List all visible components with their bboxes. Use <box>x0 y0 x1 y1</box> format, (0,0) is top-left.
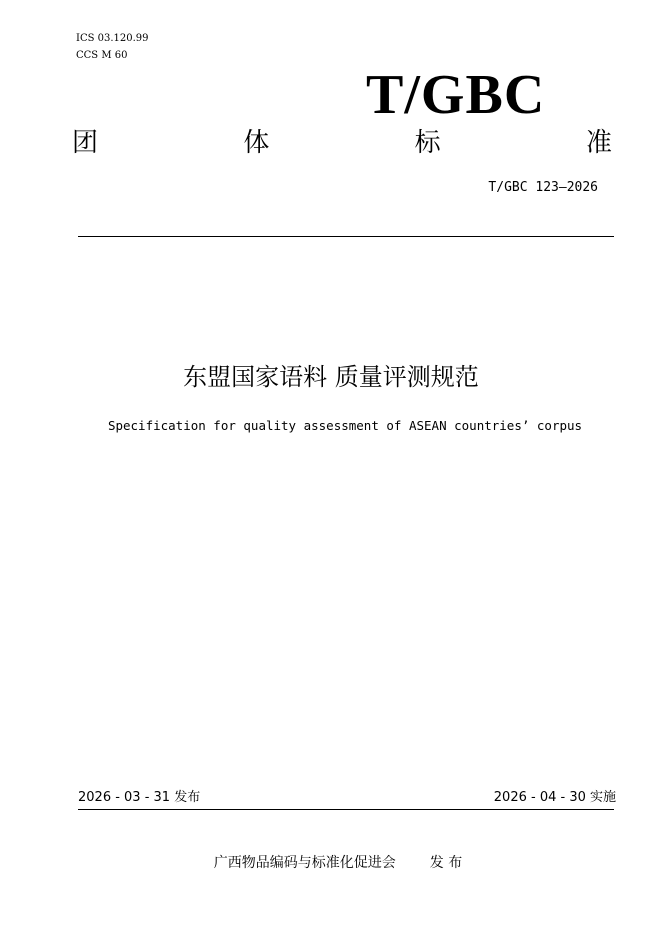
document-type-char: 团 <box>72 128 99 158</box>
ccs-code: CCS M 60 <box>76 50 128 61</box>
issuer-line <box>0 853 662 873</box>
document-type-char: 标 <box>414 128 441 158</box>
footer-divider <box>78 809 614 810</box>
chinese-title: 东盟国家语料 质量评测规范 <box>183 363 479 391</box>
document-type-char: 准 <box>585 128 612 158</box>
publish-date: 2026 - 03 - 31 发布 <box>78 790 201 805</box>
issue-word: 发 布 <box>429 855 463 871</box>
header-divider <box>78 236 614 237</box>
ics-code: ICS 03.120.99 <box>76 33 149 44</box>
document-type <box>72 126 612 160</box>
standard-logo: T/GBC <box>366 64 546 126</box>
document-type-char: 体 <box>243 128 270 158</box>
standard-number: T/GBC 123—2026 <box>488 180 598 195</box>
english-title: Specification for quality assessment of ASEAN countries’ corpus <box>107 418 583 433</box>
issuer-name: 广西物品编码与标准化促进会 <box>213 855 396 871</box>
implement-date: 2026 - 04 - 30 实施 <box>493 790 616 805</box>
